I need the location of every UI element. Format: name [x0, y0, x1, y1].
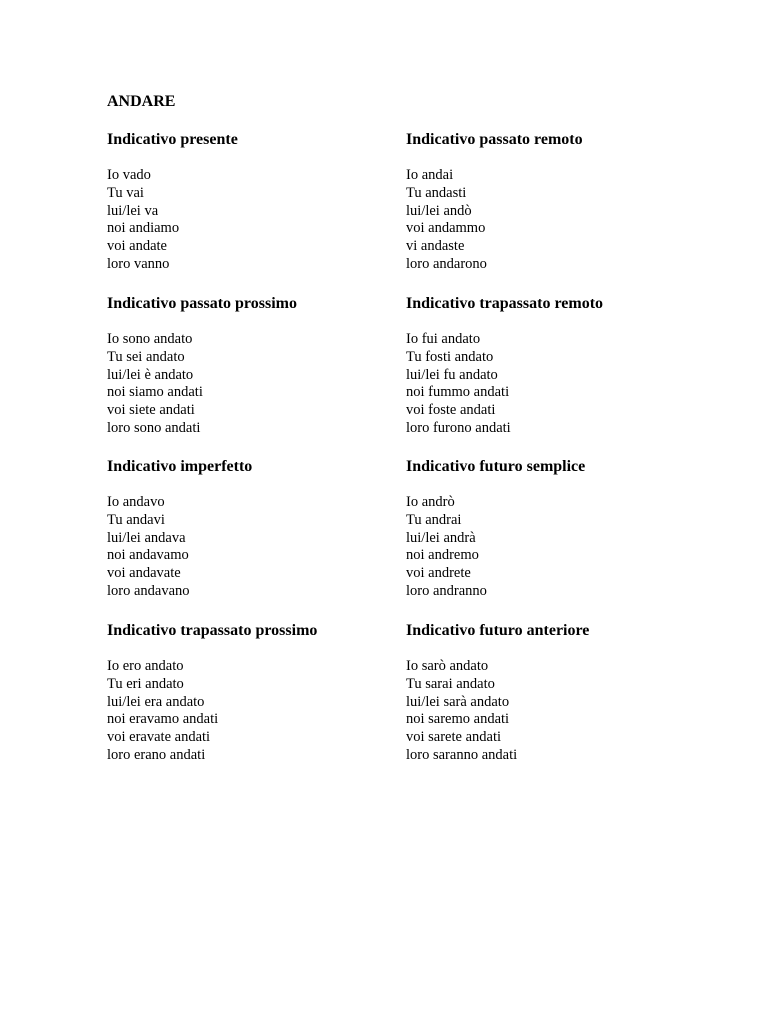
section-heading: Indicativo futuro semplice [406, 458, 586, 475]
conjugation-form: Io vado [107, 167, 151, 183]
conjugation-form: voi eravate andati [107, 729, 211, 746]
conjugation-form: loro saranno andati [406, 746, 518, 763]
conjugation-form: voi andrete [406, 565, 471, 582]
conjugation-list [406, 658, 696, 765]
conjugation-list [107, 494, 397, 601]
conjugation-form: noi fummo andati [406, 384, 510, 401]
conjugation-list [107, 331, 397, 438]
conjugation-form: noi andremo [406, 547, 479, 564]
section-heading: Indicativo imperfetto [107, 458, 253, 475]
conjugation-form: vi andaste [406, 238, 465, 255]
conjugation-form: noi siamo andati [107, 384, 203, 401]
conjugation-form: noi eravamo andati [107, 711, 219, 728]
conjugation-form: loro furono andati [406, 419, 511, 436]
section-indicativo-presente [107, 131, 397, 274]
conjugation-form: lui/lei fu andato [406, 366, 498, 383]
conjugation-list [406, 331, 696, 438]
conjugation-list [107, 658, 397, 765]
conjugation-form: loro andarono [406, 255, 487, 272]
conjugation-form: Tu andasti [406, 184, 467, 201]
conjugation-form: Tu andrai [406, 511, 462, 528]
conjugation-form: Io andavo [107, 494, 165, 510]
conjugation-form: noi andavamo [107, 547, 189, 564]
conjugation-form: lui/lei era andato [107, 693, 205, 710]
conjugation-form: Io ero andato [107, 658, 184, 674]
section-indicativo-passato-remoto [406, 131, 696, 274]
conjugation-form: lui/lei va [107, 202, 159, 219]
section-indicativo-trapassato-remoto [406, 295, 696, 438]
conjugation-form: Io sarò andato [406, 658, 489, 674]
section-indicativo-futuro-semplice [406, 458, 696, 601]
section-heading: Indicativo presente [107, 131, 238, 148]
section-heading: Indicativo passato remoto [406, 131, 583, 148]
conjugation-form: voi sarete andati [406, 729, 502, 746]
conjugation-form: lui/lei andrà [406, 529, 476, 546]
section-heading: Indicativo trapassato remoto [406, 295, 604, 312]
conjugation-form: voi foste andati [406, 402, 496, 419]
conjugation-form: Tu vai [107, 184, 144, 201]
section-heading: Indicativo futuro anteriore [406, 622, 590, 639]
conjugation-form: Io andai [406, 167, 454, 183]
conjugation-form: Tu andavi [107, 511, 165, 528]
section-indicativo-passato-prossimo [107, 295, 397, 438]
conjugation-form: Tu sei andato [107, 348, 185, 365]
conjugation-form: Tu fosti andato [406, 348, 494, 365]
section-indicativo-futuro-anteriore [406, 622, 696, 765]
conjugation-form: loro vanno [107, 255, 170, 272]
conjugation-form: Io sono andato [107, 331, 193, 347]
conjugation-list [406, 167, 696, 274]
conjugation-form: loro andavano [107, 582, 190, 599]
section-heading: Indicativo passato prossimo [107, 295, 297, 312]
conjugation-form: Io andrò [406, 494, 455, 510]
conjugation-form: Tu eri andato [107, 675, 184, 692]
conjugation-form: voi siete andati [107, 402, 195, 419]
conjugation-form: noi andiamo [107, 220, 180, 237]
conjugation-form: lui/lei è andato [107, 366, 194, 383]
conjugation-form: Tu sarai andato [406, 675, 495, 692]
conjugation-form: loro andranno [406, 582, 487, 599]
conjugation-form: noi saremo andati [406, 711, 510, 728]
conjugation-form: voi andavate [107, 565, 181, 582]
conjugation-list [107, 167, 397, 274]
section-heading: Indicativo trapassato prossimo [107, 622, 318, 639]
conjugation-form: voi andammo [406, 220, 486, 237]
document-title: ANDARE [107, 93, 176, 110]
conjugation-form: Io fui andato [406, 331, 481, 347]
conjugation-form: lui/lei sarà andato [406, 693, 510, 710]
conjugation-form: loro sono andati [107, 419, 201, 436]
conjugation-form: voi andate [107, 238, 167, 255]
section-indicativo-imperfetto [107, 458, 397, 601]
conjugation-list [406, 494, 696, 601]
section-indicativo-trapassato-prossimo [107, 622, 397, 765]
conjugation-form: lui/lei andò [406, 202, 472, 219]
conjugation-form: loro erano andati [107, 746, 206, 763]
conjugation-form: lui/lei andava [107, 529, 186, 546]
